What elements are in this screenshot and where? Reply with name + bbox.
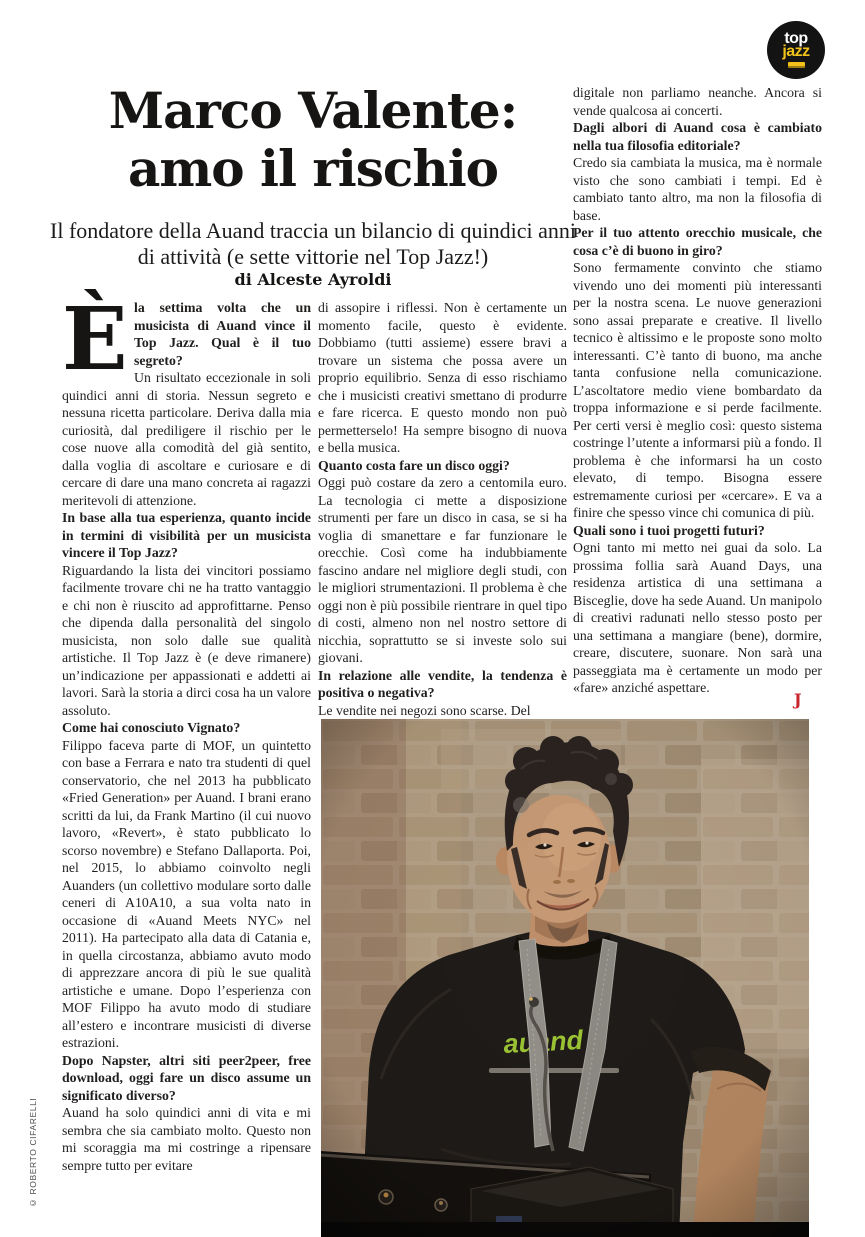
interview-question: Dopo Napster, altri siti peer2peer, free download, oggi fare un disco assume un significato diverso? [62,1052,311,1103]
photo-vignette [321,719,809,1237]
topjazz-logo-word-top: top [784,30,808,47]
text-column-3 [573,84,822,724]
dropcap: È [62,289,128,390]
title-line-1: Marco Valente: [108,81,518,140]
interview-question: Quanto costa fare un disco oggi? [318,457,510,473]
article-subtitle: Il fondatore della Auand traccia un bilancio di quindici anni di attività (e sette vittorie nel Top Jazz!) [50,218,576,269]
interview-answer: Sono fermamente convinto che stiamo vivendo uno dei momenti più interessanti per la nostra scena. Le nuove generazioni sono assai preparate e creative. Il livello tecnico è altissimo e le proposte sono molto interessanti. C’è tanto di buono, ma anche tanta confusione nella comunicazione. L’ascoltatore medio viene bombardato da troppa informazione e si perde facilmente. Per certi versi è meglio così: questo sistema costringe l’utente a informarsi più a fondo. Il problema è che informarsi ha un costo elevato, di tempo. Bisogna essere estremamente curiosi per «cercare». E va a finire che spesso vince chi comunica di più. [573,260,822,520]
interview-answer: Oggi può costare da zero a centomila euro. La tecnologia ci mette a disposizione strumenti per fare un disco in casa, se si ha voglia di smanettare e far funzionare le orecchie. Così come ha indubbiamente fascino andare nel migliore degli studi, con le migliori strumentazioni. Il problema è che oggi non è più possibile rientrare in quel tipo di costi, almeno non nel nostro settore di nicchia, soprattutto se si investe solo sui giovani. [318,475,567,665]
interview-question: Per il tuo attento orecchio musicale, che cosa c’è di buono in giro? [573,225,822,258]
column-2-blocks [318,299,567,719]
topjazz-logo-icon [767,21,825,79]
interview-answer: Un risultato eccezionale in soli quindici anni di storia. Nessun segreto e nessuna ricetta particolare. Deriva dalla mia curiosità, dal prediligere il rischio per le cose nuove alla comodità del già sentito, dalla voglia di ascoltare e curiosare e di cercare di dare una mano concreta ai ragazzi meritevoli di attenzione. [62,370,311,508]
topjazz-logo-word-jazz: jazz [782,43,810,60]
interview-answer: Credo sia cambiata la musica, ma è normale visto che sono cambiati i tempi. Ed è cambiato tanto altro, ma non la filosofia di base. [573,155,822,223]
interview-answer: di assopire i riflessi. Non è certamente un momento facile, questo è evidente. Dobbiamo (tutti assieme) essere bravi a trovare un sistema che possa avere un proprio equilibrio. Senza di esso rischiamo che i musicisti creativi smettano di produrre e fare ricerca. E questo mondo non può permetterselo! Ha sempre bisogno di nuova e bella musica. [318,300,567,455]
column-1-blocks [62,289,312,1174]
article-end-mark: J [794,690,802,709]
text-column-1 [62,289,312,1195]
interview-answer: Le vendite nei negozi sono scarse. Del [318,702,531,718]
interview-answer: Riguardando la lista dei vincitori possiamo facilmente trovare chi ne ha tratto vantaggio e chi non è riuscito ad approfittarne. Penso che dipenda dalla personalità del singolo musicista, non solo dalle sue qualità artistiche. Il Top Jazz è (e deve rimanere) un’indicazione per appassionati e addetti ai lavori. Sarà la storia a dirci cosa ha un valore assoluto. [62,562,312,718]
article-byline: di Alceste Ayroldi [234,270,392,289]
interview-question: Quali sono i tuoi progetti futuri? [573,522,765,538]
interview-answer: Ogni tanto mi metto nei guai da solo. La prossima follia sarà Auand Days, una residenza artistica di una settimana a Bisceglie, dove ha sede Auand. Un manipolo di creativi radunati nello stesso posto per una settimana a mangiare (bene), dormire, creare, discutere, suonare. Non sarà una passeggiata ma è certamente un modo per «fare» anziché aspettare. [573,540,822,695]
interview-question: Come hai conosciuto Vignato? [62,720,241,735]
page-title [60,82,566,198]
interview-question: la settima volta che un musicista di Auand vince il Top Jazz. Qual è il tuo segreto? [134,300,311,368]
topjazz-logo-badge [788,62,805,68]
interview-answer: Auand ha solo quindici anni di vita e mi sembra che sia cambiato molto. Questo non mi scoraggia ma mi costringe a ripensare sempre tutto per evitare [62,1105,311,1173]
column-3-blocks [573,84,822,697]
text-column-2 [318,299,567,719]
photo-credit: © ROBERTO CIFARELLI [28,1097,38,1208]
interview-question: In relazione alle vendite, la tendenza è positiva o negativa? [318,667,567,700]
interview-question: Dagli albori di Auand cosa è cambiato nella tua filosofia editoriale? [573,120,822,153]
article-photo [321,719,809,1237]
title-line-2: amo il rischio [127,139,499,198]
interview-question: In base alla tua esperienza, quanto incide in termini di visibilità per un musicista vincere il Top Jazz? [62,510,311,560]
interview-answer: digitale non parliamo neanche. Ancora si vende qualcosa ai concerti. [573,85,822,118]
interview-answer: Filippo faceva parte di MOF, un quintetto con base a Ferrara e nato tra studenti di quel conservatorio, che nel 2013 ha pubblicato «Fried Generation» per Auand. I brani erano scritti da lui, da Frank Martino (il cui nuovo lavoro, «Revert», è stato pubblicato lo scorso novembre) e Stefano Dallaporta. Poi, nel 2015, lo abbiamo coinvolto negli Auanders (un collettivo modulare sorto dalle ceneri di A10A10, a sua volta nato in occasione di «Auand Meets NYC» nel 2011). Ha partecipato alla data di Catania e, in quella circostanza, abbiamo avuto modo di apprezzare ancora di più le sue qualità artistiche e umane. Dopo l’esperienza con MOF Filippo ha avuto modo di studiare all’estero e incontrare musicisti di diverse estrazioni. [62,737,311,1050]
